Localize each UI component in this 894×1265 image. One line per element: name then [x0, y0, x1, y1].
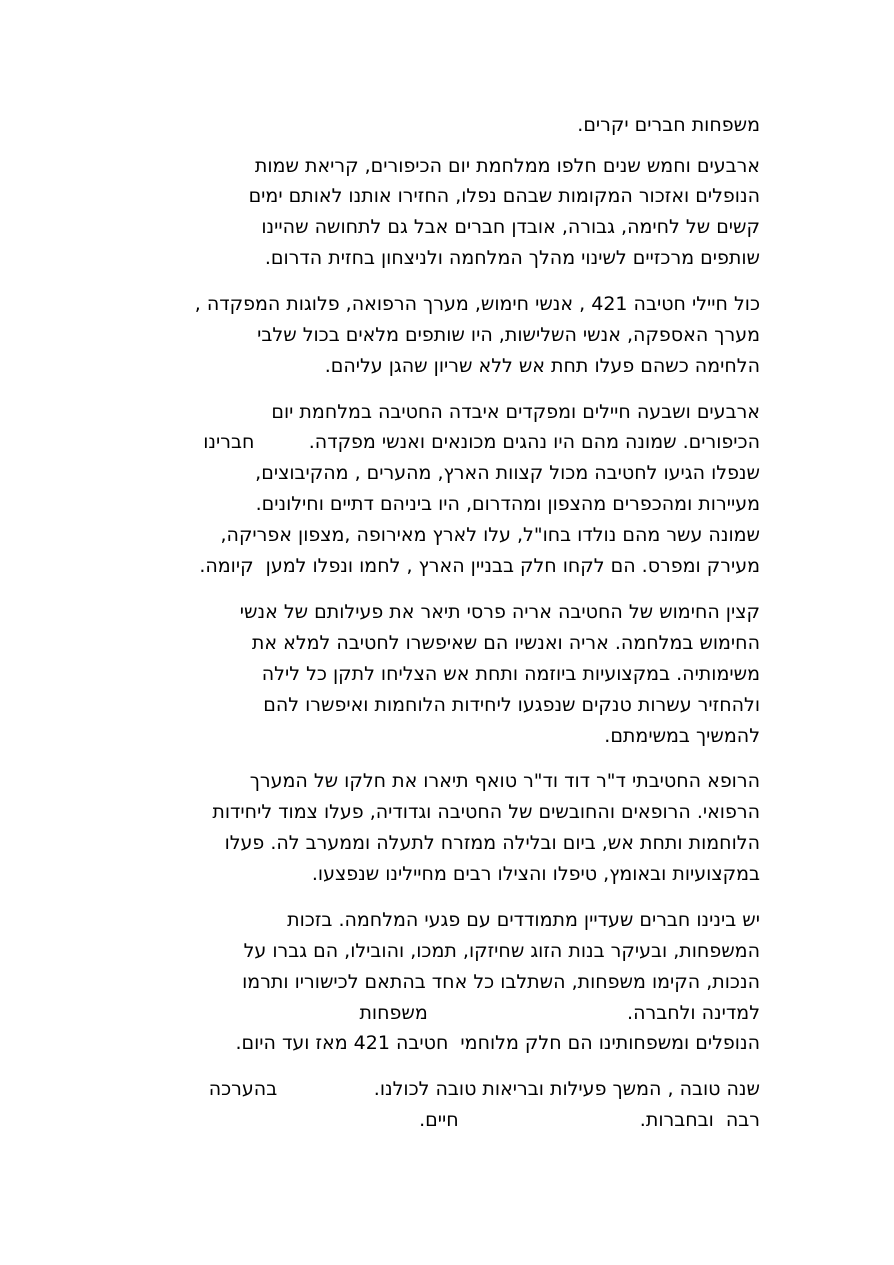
paragraph-5-line: הלוחמות ותחת אש, ביום ובלילה ממזרח לתעלה וממערב לה. פעלו: [224, 832, 760, 854]
paragraph-2-line: כול חיילי חטיבה 421 , אנשי חימוש, מערך הרפואה, פלוגות המפקדה ,: [194, 293, 760, 315]
paragraph-3-line: שמונה עשר מהם נולדו בחו"ל, עלו לארץ מאירופה ,מצפון אפריקה,: [220, 524, 760, 546]
paragraph-6-line: המשפחות, ובעיקר בנות הזוג שחיזקו, תמכו, והובילו, הם גברו על: [243, 940, 760, 962]
paragraph-4-line: קצין החימוש של החטיבה אריה פרסי תיאר את פעילותם של אנשי: [239, 601, 760, 623]
paragraph-4-line: החימוש במלחמה. אריה ואנשיו הם שאיפשרו לחטיבה למלא את: [251, 632, 760, 654]
paragraph-2-line: מערך האספקה, אנשי השלישות, היו שותפים מלאים בכול שלבי: [257, 324, 760, 346]
paragraph-6-line: למדינה ולחברה. משפחות: [359, 1002, 760, 1024]
paragraph-4-line: משימותיה. במקצועיות ביוזמה ותחת אש הצליחו לתקן כל לילה: [261, 663, 760, 685]
paragraph-1-line: ארבעים וחמש שנים חלפו ממלחמת יום הכיפורים, קריאת שמות: [254, 155, 760, 177]
letter-greeting: משפחות חברים יקרים.: [577, 114, 760, 136]
paragraph-1-line: קשים של לחימה, גבורה, אובדן חברים אבל גם לתחושה שהיינו: [261, 216, 760, 238]
paragraph-6-line: הנופלים ומשפחותינו הם חלק מלוחמי חטיבה 421 מאז ועד היום.: [235, 1032, 760, 1054]
closing-signature-line: רבה ובחברות. חיים.: [419, 1109, 760, 1131]
paragraph-5-line: במקצועיות ובאומץ, טיפלו והצילו רבים מחיילינו שנפצעו.: [311, 863, 760, 885]
paragraph-1-line: שותפים מרכזיים לשינוי מהלך המלחמה ולניצחון בחזית הדרום.: [264, 247, 760, 269]
paragraph-4-line: ולהחזיר עשרות טנקים שנפגעו ליחידות הלוחמות ואיפשרו להם: [263, 694, 760, 716]
paragraph-5-line: הרפואי. הרופאים והחובשים של החטיבה וגדודיה, פעלו צמוד ליחידות: [212, 801, 760, 823]
paragraph-5-line: הרופא החטיבתי ד"ר דוד וד"ר טואף תיארו את חלקו של המערך: [249, 770, 760, 792]
paragraph-3-line: מעירק ומפרס. הם לקחו חלק בבניין הארץ , לחמו ונפלו למען קיומה.: [199, 555, 760, 577]
paragraph-2-line: הלחימה כשהם פעלו תחת אש ללא שריון שהגן עליהם.: [324, 355, 760, 377]
paragraph-4-line: להמשיך במשימתם.: [604, 725, 760, 747]
paragraph-6-line: הנכות, הקימו משפחות, השתלבו כל אחד בהתאם לכישוריו ותרמו: [242, 971, 760, 993]
paragraph-3-line: הכיפורים. שמונה מהם היו נהגים מכונאים ואנשי מפקדה. חברינו: [203, 431, 760, 453]
paragraph-3-line: ארבעים ושבעה חיילים ומפקדים איבדה החטיבה במלחמת יום: [271, 401, 760, 423]
paragraph-3-line: שנפלו הגיעו לחטיבה מכול קצוות הארץ, מהערים , מהקיבוצים,: [255, 462, 760, 484]
closing-line: שנה טובה , המשך פעילות ובריאות טובה לכולנו. בהערכה: [208, 1078, 760, 1100]
paragraph-1-line: הנופלים ואזכור המקומות שבהם נפלו, החזירו אותנו לאותם ימים: [248, 185, 760, 207]
paragraph-6-line: יש בינינו חברים שעדיין מתמודדים עם פגעי המלחמה. בזכות: [287, 909, 760, 931]
paragraph-3-line: מעיירות ומהכפרים מהצפון ומהדרום, היו ביניהם דתיים וחילונים.: [255, 493, 760, 515]
